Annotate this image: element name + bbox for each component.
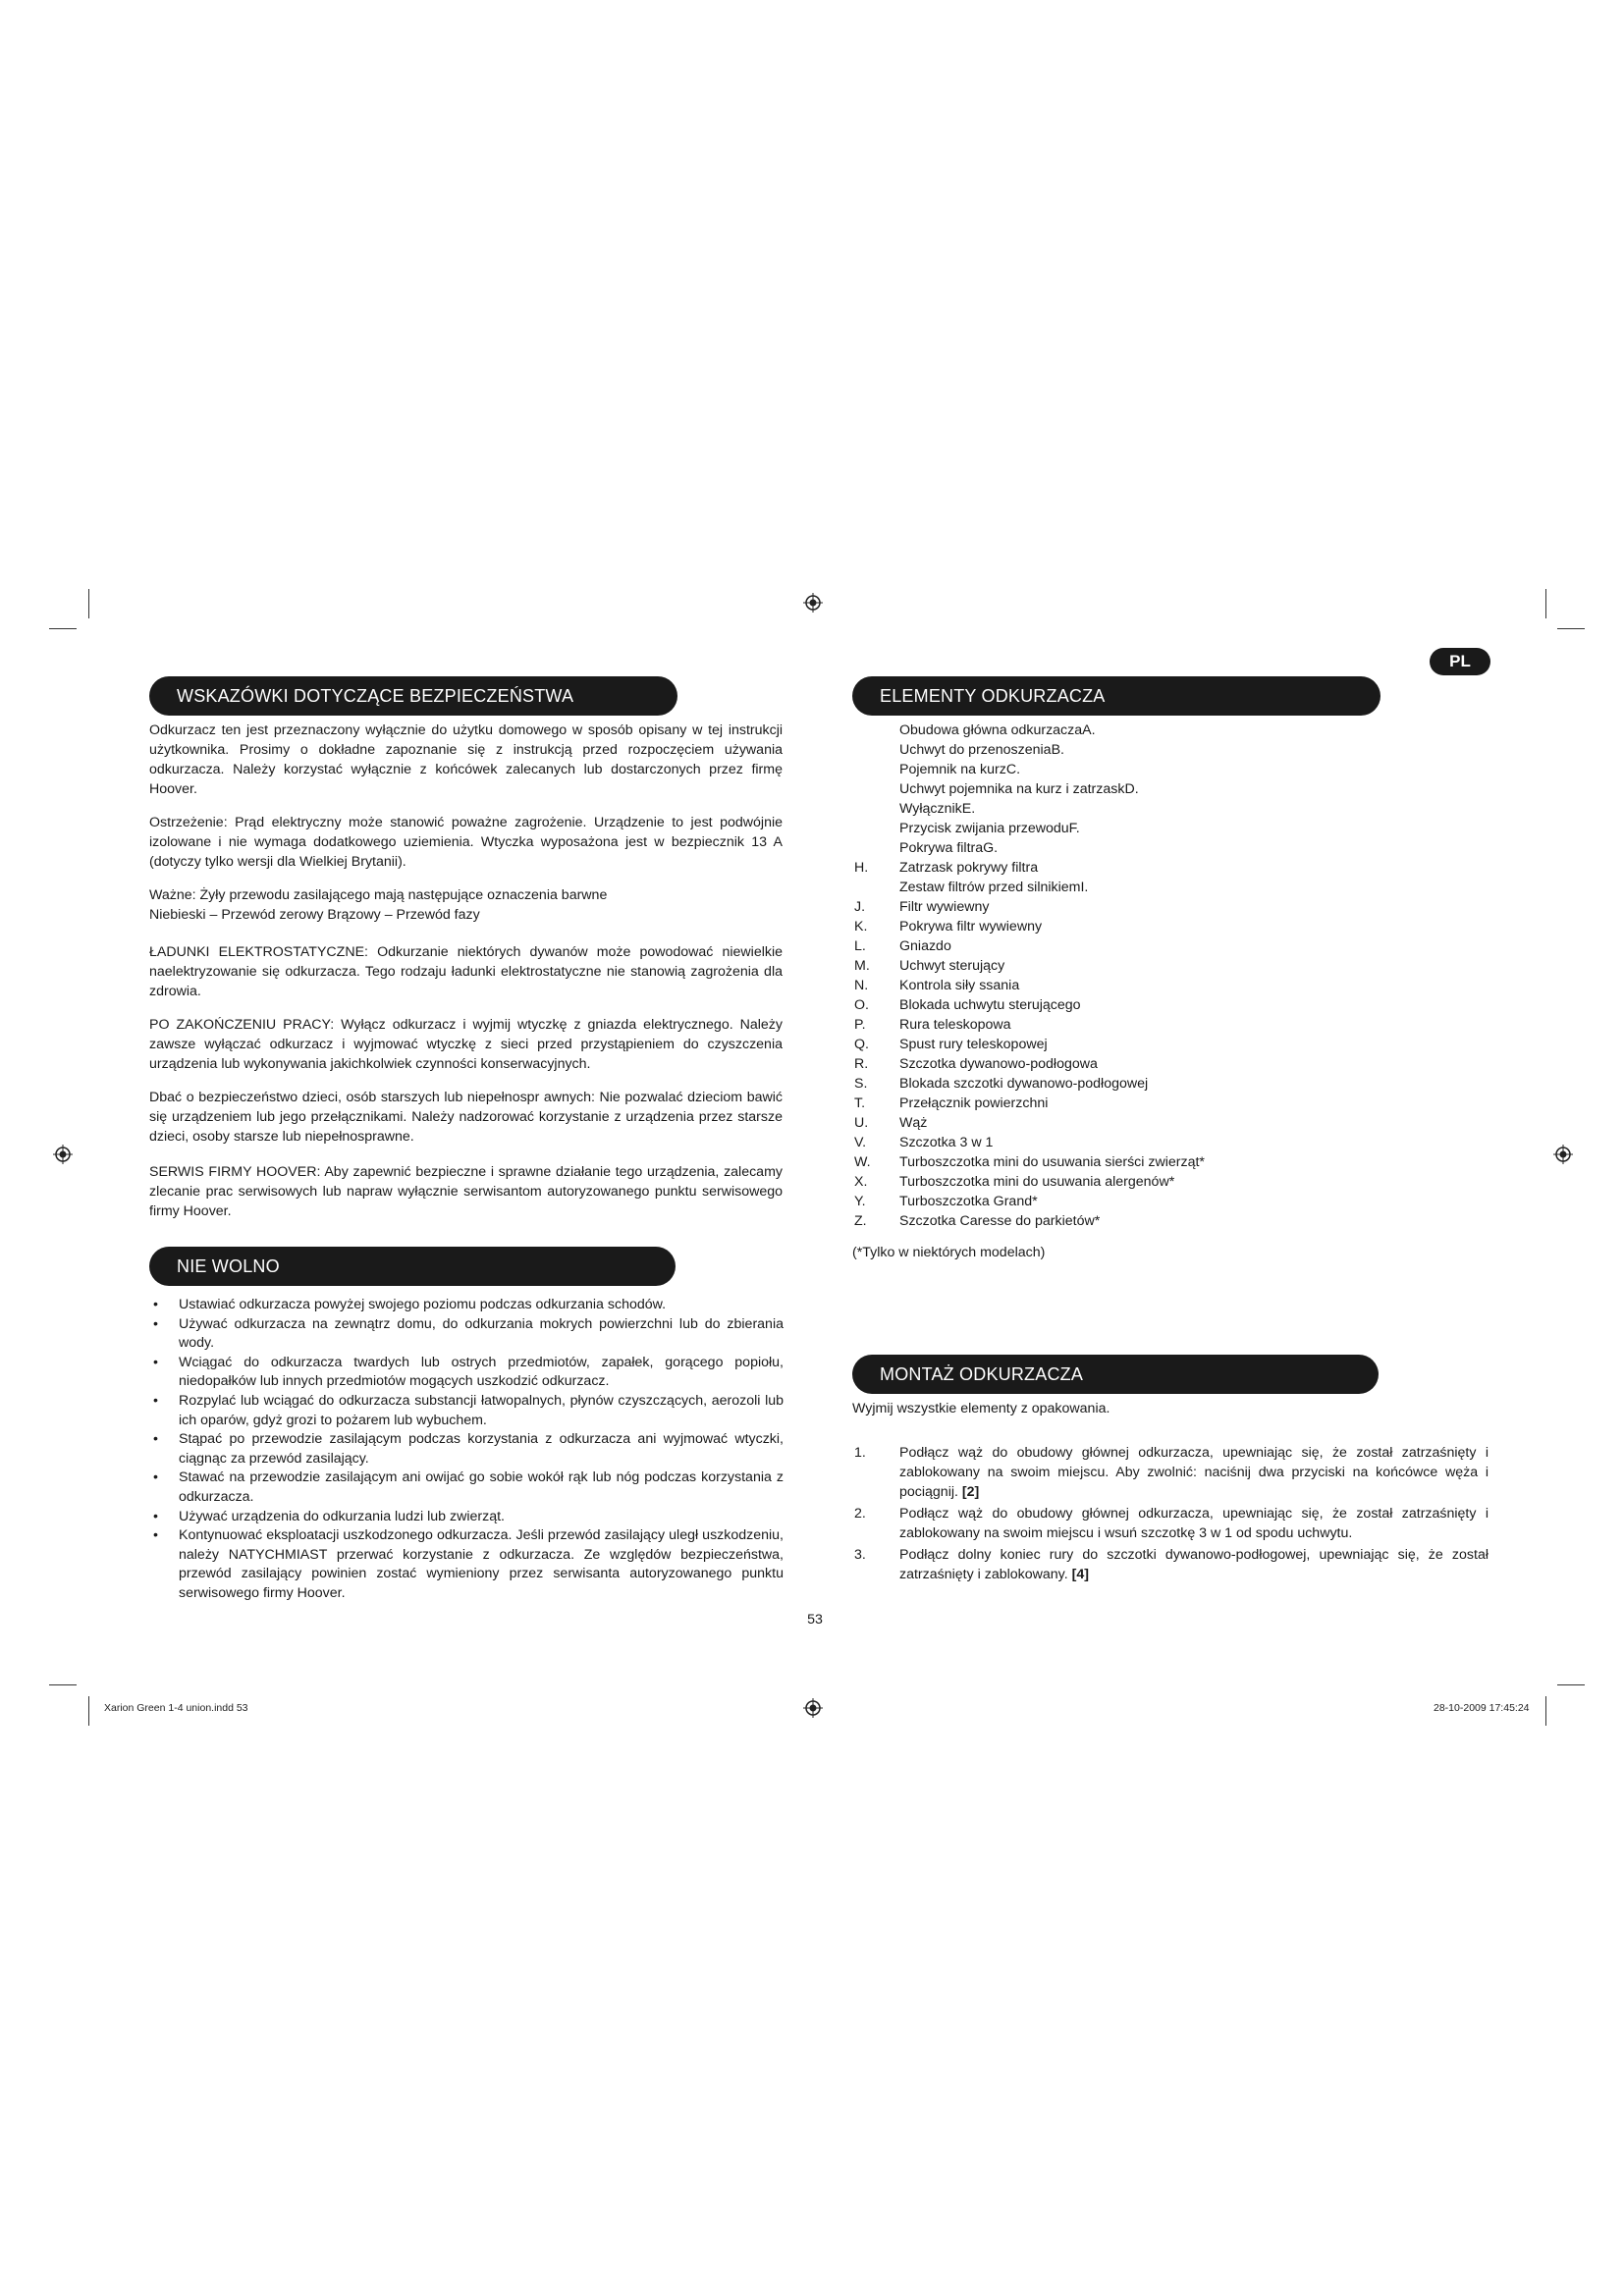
list-item: W. Turboszczotka mini do usuwania sierści zwierząt* <box>854 1154 1205 1170</box>
list-item: • Używać urządzenia do odkurzania ludzi lub zwierząt. <box>149 1508 784 1527</box>
service-paragraph: SERWIS FIRMY HOOVER: Aby zapewnić bezpieczne i sprawne działanie tego urządzenia, zalecamy zlecanie prac serwisowych lub napraw wyłącznie serwisantom autoryzowanego punktu serwisowego firmy Hoover. <box>149 1164 783 1219</box>
list-item: • Ustawiać odkurzacza powyżej swojego poziomu podczas odkurzania schodów. <box>149 1296 784 1315</box>
crop-mark-br-v <box>1545 1696 1546 1726</box>
list-item: S. Blokada szczotki dywanowo-podłogowej <box>854 1076 1149 1092</box>
crop-mark-bl-h <box>49 1684 77 1685</box>
list-item: Uchwyt pojemnika na kurz i zatrzaskD. <box>899 781 1139 797</box>
parts-list <box>850 721 1479 1231</box>
registration-mark-icon <box>803 1698 823 1718</box>
list-item: • Kontynuować eksploatacji uszkodzonego odkurzacza. Jeśli przewód zasilający uległ uszkodzeniu, należy NATYCHMIAST przerwać korzystanie z odkurzacza. Ze względów bezpieczeństwa, przewód zasilający powinien zostać wymieniony przez serwisanta autoryzowanego punktu serwisowego firmy Hoover. <box>153 1527 784 1601</box>
list-item: Zestaw filtrów przed silnikiemI. <box>899 880 1089 895</box>
models-note: (*Tylko w niektórych modelach) <box>852 1245 1046 1260</box>
list-item: • Rozpylać lub wciągać do odkurzacza substancji łatwopalnych, płynów czyszczących, aerozoli lub ich oparów, gdyż grozi to pożarem lub wybuchem. <box>153 1392 784 1428</box>
list-item: Uchwyt do przenoszeniaB. <box>899 742 1064 758</box>
list-item: • Używać odkurzacza na zewnątrz domu, do odkurzania mokrych powierzchni lub do zbierania wody. <box>153 1315 784 1352</box>
list-item: O. Blokada uchwytu sterującego <box>854 997 1081 1013</box>
list-item: 1. Podłącz wąż do obudowy głównej odkurzacza, upewniając się, że został zatrzaśnięty i zablokowany na swoim miejscu. Aby zwolnić: naciśnij dwa przyciski na końcówce węża i pociągnij. [2] <box>854 1445 1489 1500</box>
bullet: • <box>153 1315 158 1332</box>
crop-mark-tl-v <box>88 589 89 618</box>
wiring-colors-line: Niebieski – Przewód zerowy Brązowy – Przewód fazy <box>149 907 480 923</box>
bullet: • <box>153 1392 158 1409</box>
list-item: 3. Podłącz dolny koniec rury do szczotki dywanowo-podłogowej, upewniając się, że został zatrzaśnięty i zablokowany. [4] <box>854 1547 1489 1582</box>
list-item: V. Szczotka 3 w 1 <box>854 1135 994 1150</box>
crop-mark-bl-v <box>88 1696 89 1726</box>
bullet: • <box>153 1297 158 1312</box>
list-item: Przycisk zwijania przewoduF. <box>899 821 1080 836</box>
safety-paragraph: Odkurzacz ten jest przeznaczony wyłącznie do użytku domowego w sposób opisany w tej instrukcji użytkownika. Prosimy o dokładne zapoznanie się z instrukcją przed rozpoczęciem używania odkurzacza. Należy korzystać wyłącznie z końcówek zalecanych lub dostarczonych przez firmę Hoover. <box>149 722 783 797</box>
list-item: • Wciągać do odkurzacza twardych lub ostrych przedmiotów, zapałek, gorącego popiołu, niedopałków lub innych przedmiotów mogących uszkodzić odkurzacz. <box>153 1354 784 1390</box>
registration-mark-icon <box>803 593 823 613</box>
donts-section-header: NIE WOLNO <box>149 1247 676 1286</box>
assembly-steps <box>850 1443 1489 1586</box>
bullet: • <box>153 1431 158 1448</box>
safety-section-header: WSKAZÓWKI DOTYCZĄCE BEZPIECZEŃSTWA <box>149 676 677 716</box>
list-item: H. Zatrzask pokrywy filtra <box>854 860 1039 876</box>
footer-file: Xarion Green 1-4 union.indd 53 <box>104 1702 248 1714</box>
figure-ref: [4] <box>1071 1567 1089 1582</box>
list-item: L. Gniazdo <box>854 938 951 954</box>
figure-ref: [2] <box>961 1484 980 1500</box>
donts-list <box>149 1296 784 1604</box>
footer-datetime: 28-10-2009 17:45:24 <box>1434 1702 1530 1714</box>
bullet: • <box>153 1527 158 1544</box>
assembly-intro: Wyjmij wszystkie elementy z opakowania. <box>852 1401 1110 1416</box>
wiring-paragraph <box>149 885 783 925</box>
bullet: • <box>153 1508 158 1524</box>
parts-section-header: ELEMENTY ODKURZACZA <box>852 676 1380 716</box>
list-item: X. Turboszczotka mini do usuwania alergenów* <box>854 1174 1175 1190</box>
list-item: WyłącznikE. <box>899 801 976 817</box>
crop-mark-br-h <box>1557 1684 1585 1685</box>
list-item: Q. Spust rury teleskopowej <box>854 1037 1048 1052</box>
registration-mark-icon <box>1553 1145 1573 1164</box>
list-item: U. Wąż <box>854 1115 928 1131</box>
after-use-paragraph: PO ZAKOŃCZENIU PRACY: Wyłącz odkurzacz i wyjmij wtyczkę z gniazda elektrycznego. Należy zawsze wyłączać odkurzacz i wyjmować wtyczkę z sieci przed przystąpieniem do czyszczenia urządzenia lub wykonywania jakichkolwiek czynności konserwacyjnych. <box>149 1017 783 1072</box>
list-item: Z. Szczotka Caresse do parkietów* <box>854 1213 1101 1229</box>
list-item: P. Rura teleskopowa <box>854 1017 1011 1033</box>
crop-mark-tr-v <box>1545 589 1546 618</box>
list-item: • Stąpać po przewodzie zasilającym podczas korzystania z odkurzacza ani wyjmować wtyczki, ciągnąc za przewód zasilający. <box>153 1431 784 1467</box>
list-item: R. Szczotka dywanowo-podłogowa <box>854 1056 1098 1072</box>
crop-mark-tl-h <box>49 628 77 629</box>
crop-mark-tr-h <box>1557 628 1585 629</box>
list-item: • Stawać na przewodzie zasilającym ani owijać go sobie wokół rąk lub nóg podczas korzystania z odkurzacza. <box>153 1469 784 1505</box>
list-item: M. Uchwyt sterujący <box>854 958 1005 974</box>
language-badge: PL <box>1430 648 1490 675</box>
list-item: T. Przełącznik powierzchni <box>854 1095 1049 1111</box>
list-item: K. Pokrywa filtr wywiewny <box>854 919 1043 934</box>
list-item: Y. Turboszczotka Grand* <box>854 1194 1038 1209</box>
bullet: • <box>153 1354 158 1370</box>
wiring-line: Ważne: Żyły przewodu zasilającego mają następujące oznaczenia barwne <box>149 887 608 903</box>
page-number: 53 <box>807 1612 823 1628</box>
list-item: Pokrywa filtraG. <box>899 840 999 856</box>
list-item: Pojemnik na kurzC. <box>899 762 1021 777</box>
bullet: • <box>153 1469 158 1486</box>
registration-mark-icon <box>53 1145 73 1164</box>
children-safety-paragraph: Dbać o bezpieczeństwo dzieci, osób starszych lub niepełnospr awnych: Nie pozwalać dzieciom bawić się urządzeniem lub jego przełącznikami. Należy nadzorować korzystanie z urządzenia przez starsze dzieci, osoby starsze lub niepełnosprawne. <box>149 1090 783 1145</box>
list-item: Obudowa główna odkurzaczaA. <box>899 722 1096 738</box>
warning-paragraph: Ostrzeżenie: Prąd elektryczny może stanowić poważne zagrożenie. Urządzenie to jest podwójnie izolowane i nie wymaga dodatkowego uziemienia. Wtyczka wyposażona jest w bezpiecznik 13 A (dotyczy tylko wersji dla Wielkiej Brytanii). <box>149 815 783 870</box>
list-item: 2. Podłącz wąż do obudowy głównej odkurzacza, upewniając się, że został zatrzaśnięty i zablokowany na swoim miejscu i wsuń szczotkę 3 w 1 od spodu uchwytu. <box>854 1506 1489 1541</box>
list-item: N. Kontrola siły ssania <box>854 978 1020 993</box>
static-paragraph: ŁADUNKI ELEKTROSTATYCZNE: Odkurzanie niektórych dywanów może powodować niewielkie naelektryzowanie się odkurzacza. Tego rodzaju ładunki elektrostatyczne nie stanowią zagrożenia dla zdrowia. <box>149 944 783 999</box>
list-item: J. Filtr wywiewny <box>854 899 990 915</box>
assembly-section-header: MONTAŻ ODKURZACZA <box>852 1355 1379 1394</box>
